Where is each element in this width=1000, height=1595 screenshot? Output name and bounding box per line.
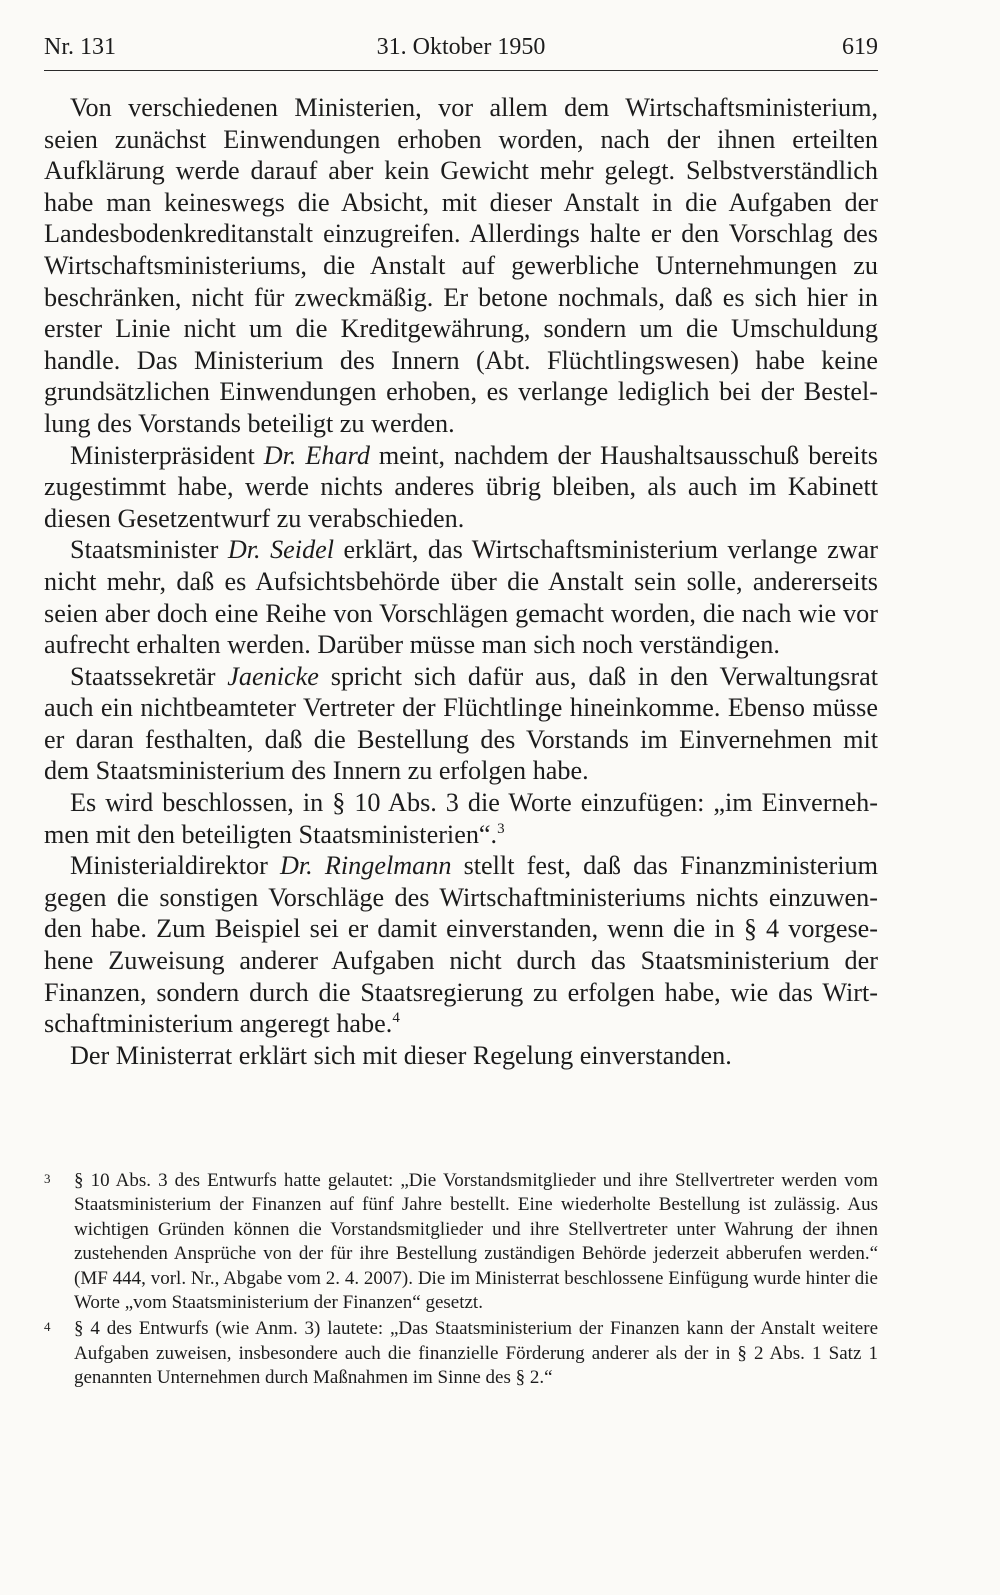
paragraph bbox=[44, 850, 878, 1040]
footnote-marker: 4 bbox=[392, 1010, 400, 1027]
paragraph bbox=[44, 440, 878, 535]
paragraph bbox=[44, 1040, 878, 1072]
text-run: spricht sich dafür aus, daß in den Verwaltungsrat auch ein nichtbeamteter Vertreter der Flüchtlinge hineinkomme. Ebenso müsse er daran festhalten, daß die Bestellung des Vorstands im Einvernehmen mit dem Staatsministerium des Innern zu erfolgen habe. bbox=[44, 661, 878, 786]
paragraph bbox=[44, 534, 878, 660]
page-number: 619 bbox=[842, 34, 878, 60]
footnote bbox=[44, 1317, 878, 1390]
paragraph bbox=[44, 92, 878, 440]
body-text bbox=[44, 92, 878, 1071]
text-run: Es wird beschlossen, in § 10 Abs. 3 die Worte einzufügen: „im Einvernehmen mit den beteiligten Staatsministerien“. bbox=[44, 788, 878, 849]
person-name: Dr. Ehard bbox=[263, 440, 370, 470]
page-header bbox=[44, 30, 878, 71]
paragraph bbox=[44, 661, 878, 787]
text-run: Ministerialdirektor bbox=[70, 851, 280, 881]
person-name: Dr. Seidel bbox=[227, 535, 335, 565]
text-run: Staatssekretär bbox=[70, 661, 228, 691]
text-run: Der Ministerrat erklärt sich mit dieser Regelung einverstanden. bbox=[70, 1040, 732, 1070]
paragraph bbox=[44, 787, 878, 850]
text-run: Staatsminister bbox=[70, 535, 228, 565]
text-run: meint, nachdem der Haushaltsausschuß bereits zugestimmt habe, werde nichts anderes übrig bleiben, als auch im Kabinett diesen Gesetzentwurf zu verabschieden. bbox=[44, 440, 878, 533]
text-run: Von verschiedenen Ministerien, vor allem dem Wirtschaftsministerium, seien zunächst Einwendungen erhoben worden, nach der ihnen erteilten Aufklärung werde darauf aber kein Gewicht mehr gelegt. Selbstverständlich habe man keineswegs die Absicht, mit dieser Anstalt in die Aufgaben der Landesbodenkreditanstalt einzugreifen. Allerdings halte er den Vorschlag des Wirtschaftsministeriums, die Anstalt auf gewerbliche Unternehmungen zu beschränken, nicht für zweckmäßig. Er betone nochmals, daß es sich hier in erster Linie nicht um die Kreditgewährung, sondern um die Umschuldung handle. Das Ministerium des Innern (Abt. Flüchtlingswesen) habe keine grundsätzlichen Einwendungen erhoben, es verlange lediglich bei der Bestellung des Vorstands beteiligt zu werden. bbox=[44, 93, 878, 438]
text-run: Ministerpräsident bbox=[70, 440, 264, 470]
footnotes bbox=[44, 1169, 878, 1393]
text-run: stellt fest, daß das Finanzministerium gegen die sonstigen Vorschläge des Wirtschaftministeriums nichts einzuwenden habe. Zum Beispiel sei er damit einverstanden, wenn die in § 4 vorgesehene Zuweisung anderer Aufgaben nicht durch das Staatsministerium der Finanzen, sondern durch die Staatsregierung zu erfolgen habe, wie das Wirtschaftministerium angeregt habe. bbox=[44, 851, 878, 1039]
header-date: 31. Oktober 1950 bbox=[376, 34, 546, 60]
person-name: Dr. Ringelmann bbox=[279, 851, 452, 881]
footnote-text: § 4 des Entwurfs (wie Anm. 3) lautete: „Das Staatsministerium der Finanzen kann der Anstalt weitere Aufgaben zuweisen, insbesondere auch die finanzielle Förderung anderer als der in § 2 Abs. 1 Satz 1 genannten Unternehmen durch Maßnahmen im Sinne des § 2.“ bbox=[74, 1318, 878, 1389]
person-name: Jaenicke bbox=[227, 661, 319, 691]
footnote-number: 4 bbox=[44, 1319, 51, 1335]
text-run: erklärt, das Wirtschaftsministerium verlange zwar nicht mehr, daß es Aufsichtsbehörde über die Anstalt sein solle, andererseits seien aber doch eine Reihe von Vorschlägen gemacht worden, die nach wie vor aufrecht erhalten werden. Darüber müsse man sich noch verständigen. bbox=[44, 535, 878, 660]
issue-number: Nr. 131 bbox=[44, 34, 116, 60]
footnote-text: § 10 Abs. 3 des Entwurfs hatte gelautet: „Die Vorstandsmitglieder und ihre Stellvertreter werden vom Staatsministerium der Finanzen auf fünf Jahre bestellt. Eine wiederholte Bestellung ist zulässig. Aus wichtigen Gründen können die Vorstandsmitglieder und ihre Stellvertreter unter Wahrung der ihnen zustehenden Ansprüche von der für ihre Bestellung zuständigen Behörde jederzeit abberufen werden.“ (MF 444, vorl. Nr., Abgabe vom 2. 4. 2007). Die im Ministerrat beschlossene Einfügung wurde hinter die Worte „vom Staatsministerium der Finanzen“ gesetzt. bbox=[74, 1170, 878, 1314]
footnote-number: 3 bbox=[44, 1171, 51, 1186]
footnote-marker: 3 bbox=[497, 820, 505, 837]
footnote bbox=[44, 1169, 878, 1315]
